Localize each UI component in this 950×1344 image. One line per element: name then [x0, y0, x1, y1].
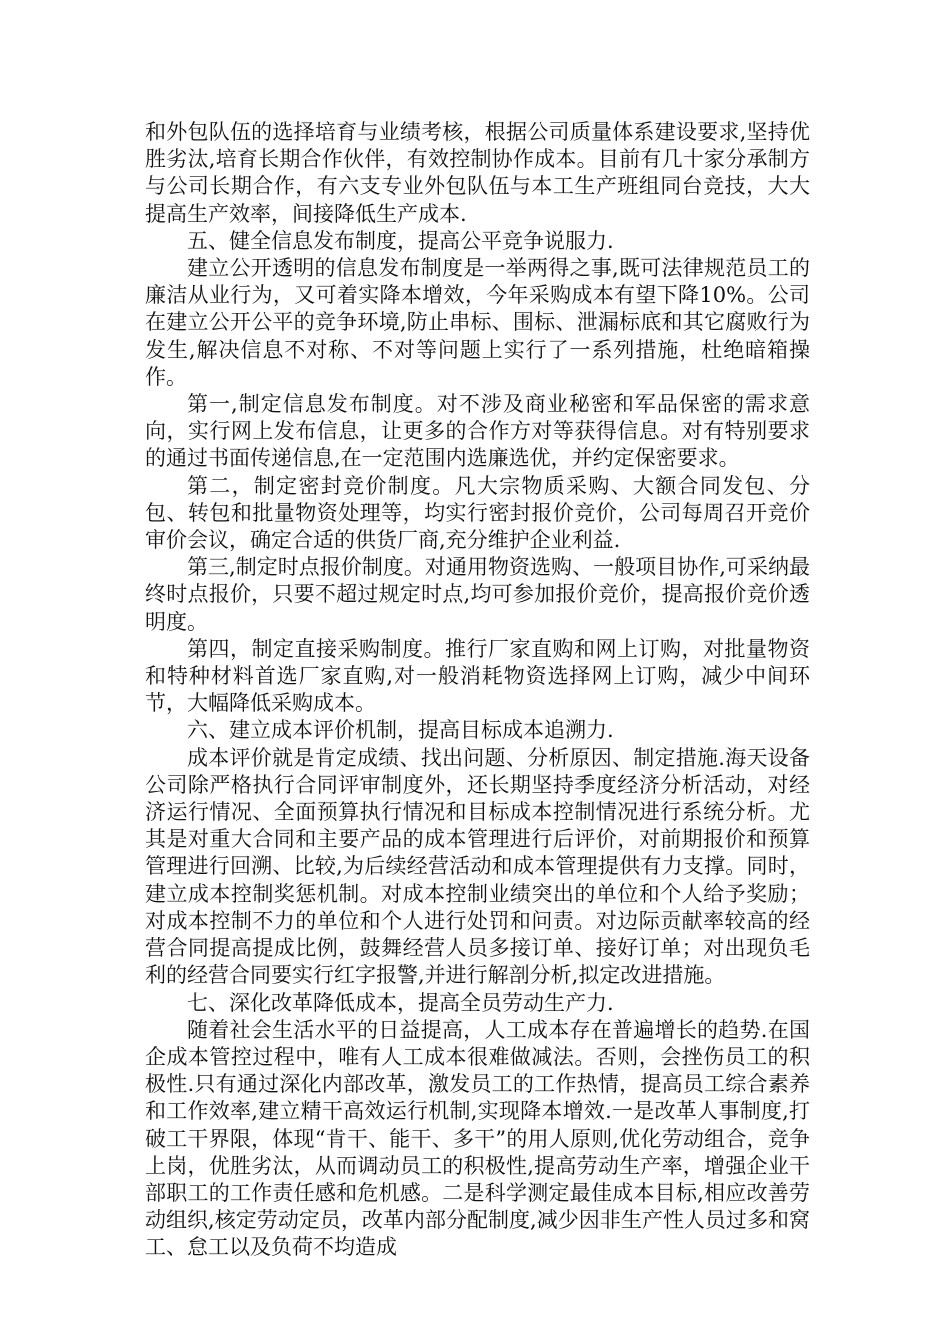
section-heading-7: 七、深化改革降低成本，提高全员劳动生产力. — [187, 990, 614, 1015]
section-heading-5: 五、健全信息发布制度，提高公平竞争说服力. — [187, 228, 614, 253]
paragraph: 第四，制定直接采购制度。推行厂家直购和网上订购，对批量物资和特种材料首选厂家直购,对一般消耗物资选择网上订购，减少中间环节，大幅降低采购成本。 — [145, 636, 810, 716]
paragraph: 第二，制定密封竞价制度。凡大宗物质采购、大额合同发包、分包、转包和批量物资处理等，均实行密封报价竞价，公司每周召开竞价审价会议，确定合适的供货厂商,充分维护企业利益. — [145, 473, 810, 553]
paragraph: 建立公开透明的信息发布制度是一举两得之事,既可法律规范员工的廉洁从业行为，又可着实降本增效，今年采购成本有望下降10%。公司在建立公开公平的竞争环境,防止串标、围标、泄漏标底和其它腐败行为发生,解决信息不对称、不对等问题上实行了一系列措施，杜绝暗箱操作。 — [145, 256, 810, 389]
paragraph: 成本评价就是肯定成绩、找出问题、分析原因、制定措施.海天设备公司除严格执行合同评审制度外，还长期坚持季度经济分析活动，对经济运行情况、全面预算执行情况和目标成本控制情况进行系统分析。尤其是对重大合同和主要产品的成本管理进行后评价，对前期报价和预算管理进行回溯、比较,为后续经营活动和成本管理提供有力支撑。同时，建立成本控制奖惩机制。对成本控制业绩突出的单位和个人给予奖励；对成本控制不力的单位和个人进行处罚和问责。对边际贡献率较高的经营合同提高提成比例，鼓舞经营人员多接订单、接好订单；对出现负毛利的经营合同要实行红字报警,并进行解剖分析,拟定改进措施。 — [145, 745, 810, 988]
paragraph-continuation: 和外包队伍的选择培育与业绩考核，根据公司质量体系建设要求,坚持优胜劣汰,培育长期合作伙伴，有效控制协作成本。目前有几十家分承制方与公司长期合作，有六支专业外包队伍与本工生产班组同台竞技，大大提高生产效率，间接降低生产成本. — [145, 120, 810, 226]
paragraph: 随着社会生活水平的日益提高，人工成本存在普遍增长的趋势.在国企成本管控过程中，唯有人工成本很难做减法。否则，会挫伤员工的积极性.只有通过深化内部改革，激发员工的工作热情，提高员工综合素养和工作效率,建立精干高效运行机制,实现降本增效.一是改革人事制度,打破工干界限，体现“肯干、能干、多干”的用人原则,优化劳动组合，竞争上岗，优胜劣汰，从而调动员工的积极性,提高劳动生产率，增强企业干部职工的工作责任感和危机感。二是科学测定最佳成本目标,相应改善劳动组织,核定劳动定员，改革内部分配制度,减少因非生产性人员过多和窝工、怠工以及负荷不均造成 — [145, 1017, 810, 1260]
document-body — [145, 119, 810, 1262]
section-heading-6: 六、建立成本评价机制，提高目标成本追溯力. — [187, 718, 614, 743]
paragraph: 第一,制定信息发布制度。对不涉及商业秘密和军品保密的需求意向，实行网上发布信息，让更多的合作方对等获得信息。对有特别要求的通过书面传递信息,在一定范围内选廉选优，并约定保密要求。 — [145, 392, 810, 471]
paragraph: 第三,制定时点报价制度。对通用物资选购、一般项目协作,可采纳最终时点报价，只要不超过规定时点,均可参加报价竞价，提高报价竞价透明度。 — [145, 555, 810, 634]
